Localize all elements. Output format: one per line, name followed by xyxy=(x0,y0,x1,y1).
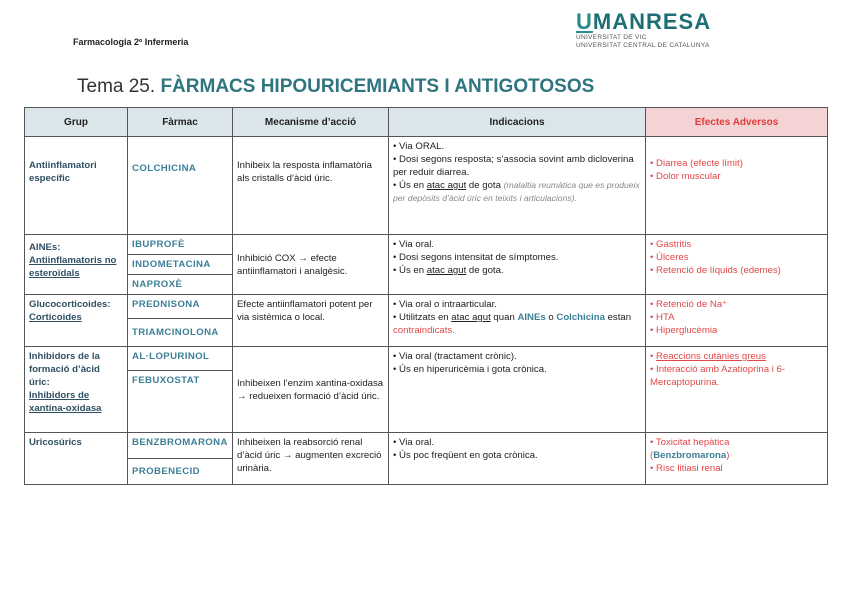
umanresa-logo: UMANRESA UNIVERSITAT DE VIC UNIVERSITAT CENTRAL DE CATALUNYA xyxy=(576,9,712,49)
group-cell: Inhibidors de la formació d’àcid úric: Inhibidors de xantina-oxidasa xyxy=(25,347,128,433)
adverse-cell: • Reaccions cutànies greus • Interacció amb Azatioprina i 6-Mercaptopurina. xyxy=(646,347,828,433)
group-cell: Glucocorticoides: Corticoides xyxy=(25,295,128,347)
indications-cell: • Via ORAL. • Dosi segons resposta; s’associa sovint amb dicloverina per reduir diarrea. • Ús en atac agut de gota (malaltia reumàtica que es produeix per depòsits d’àcid úric en teixits i articulacions). xyxy=(389,137,646,235)
drug-cell: NAPROXÈ xyxy=(128,275,233,295)
indications-cell: • Via oral o intraarticular. • Utilitzats en atac agut quan AINEs o Colchicina estan contraindicats. xyxy=(389,295,646,347)
mechanism-cell: Inhibeixen la reabsorció renal d’àcid úric → augmenten excreció urinària. xyxy=(233,433,389,485)
adverse-cell: • Gastritis • Úlceres • Retenció de líquids (edemes) xyxy=(646,235,828,295)
indications-cell: • Via oral (tractament crònic). • Ús en hiperuricèmia i gota crònica. xyxy=(389,347,646,433)
col-drug: Fàrmac xyxy=(128,108,233,137)
table-row xyxy=(25,235,828,255)
mechanism-cell: Inhibeixen l’enzim xantina-oxidasa → redueixen formació d’àcid úric. xyxy=(233,347,389,433)
mechanism-cell: Inhibeix la resposta inflamatòria als cristalls d’àcid úric. xyxy=(233,137,389,235)
table-row xyxy=(25,347,828,371)
table-row xyxy=(25,433,828,459)
group-cell: Antiinflamatori específic xyxy=(25,137,128,235)
drug-cell: TRIAMCINOLONA xyxy=(128,319,233,347)
adverse-cell: • Retenció de Na⁺ • HTA • Hiperglucèmia xyxy=(646,295,828,347)
col-mechanism: Mecanisme d’acció xyxy=(233,108,389,137)
drug-cell: PROBENECID xyxy=(128,459,233,485)
mechanism-cell: Inhibició COX → efecte antiinflamatori i analgèsic. xyxy=(233,235,389,295)
drug-cell: AL·LOPURINOL xyxy=(128,347,233,371)
adverse-cell: • Diarrea (efecte límit) • Dolor muscular xyxy=(646,137,828,235)
mechanism-cell: Efecte antiinflamatori potent per via sistèmica o local. xyxy=(233,295,389,347)
col-adverse-effects: Efectes Adversos xyxy=(646,108,828,137)
table-header-row xyxy=(25,108,828,137)
drug-cell: BENZBROMARONA xyxy=(128,433,233,459)
group-cell: Uricosúrics xyxy=(25,433,128,485)
drug-cell: FEBUXOSTAT xyxy=(128,371,233,433)
table-row xyxy=(25,137,828,235)
group-cell: AINEs: Antiinflamatoris no esteroïdals xyxy=(25,235,128,295)
course-label: Farmacologia 2º Infermeria xyxy=(73,37,189,47)
drug-cell: INDOMETACINA xyxy=(128,255,233,275)
table-row xyxy=(25,295,828,319)
indications-cell: • Via oral. • Ús poc freqüent en gota crònica. xyxy=(389,433,646,485)
indications-cell: • Via oral. • Dosi segons intensitat de símptomes. • Ús en atac agut de gota. xyxy=(389,235,646,295)
drug-cell: COLCHICINA xyxy=(128,137,233,235)
col-indications: Indicacions xyxy=(389,108,646,137)
drug-cell: PREDNISONA xyxy=(128,295,233,319)
drug-table xyxy=(24,107,828,485)
page-title: Tema 25. FÀRMACS HIPOURICEMIANTS I ANTIGOTOSOS xyxy=(77,76,595,97)
col-group: Grup xyxy=(25,108,128,137)
adverse-cell: • Toxicitat hepàtica (Benzbromarona) • Risc litiasi renal xyxy=(646,433,828,485)
drug-cell: IBUPROFÈ xyxy=(128,235,233,255)
